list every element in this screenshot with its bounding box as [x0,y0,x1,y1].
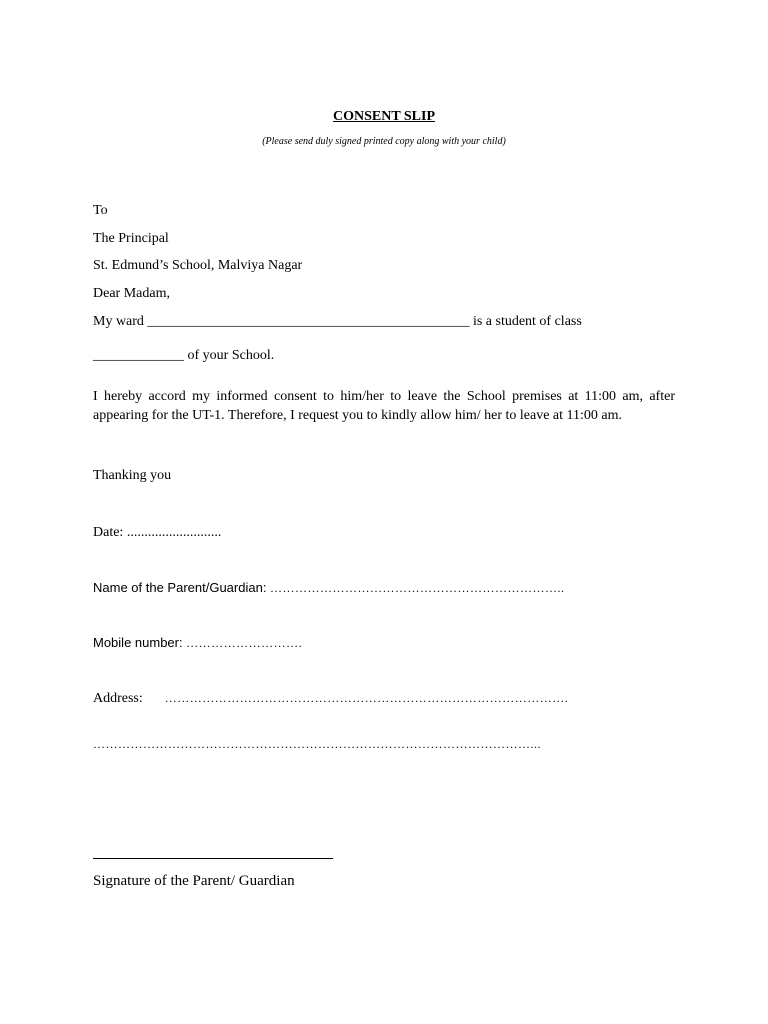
ward-line-2 [93,347,274,365]
salutation-line: Dear Madam, [93,286,170,301]
page-title: CONSENT SLIP [332,109,436,124]
parent-name-dots: …………………………………………………………….. [269,581,565,595]
date-label: Date: [93,525,124,540]
to-line: To [93,203,108,218]
date-dots: ........................... [126,525,222,540]
ward-prefix: My ward [93,314,144,329]
closing-line: Thanking you [93,468,172,483]
ward-line-1 [93,313,582,331]
mobile-label: Mobile number: [93,635,183,650]
date-field [93,524,221,542]
class-suffix: of your School. [187,348,275,363]
address-line-2 [93,735,541,754]
school-line: St. Edmund’s School, Malviya Nagar [93,258,303,273]
signature-rule [93,858,333,859]
ward-name-blank: ______________________________________________ [147,314,470,329]
address-label: Address: [93,691,143,706]
address-dots-2: ……………………………………………………………………………………………... [93,737,541,751]
address-field [93,689,568,708]
address-dots-1: ……………………………………………………………………………………. [164,691,569,705]
recipient-line: The Principal [93,231,169,246]
mobile-field [93,634,302,653]
page-subtitle: (Please send duly signed printed copy along with your child) [262,136,506,147]
signature-label: Signature of the Parent/ Guardian [93,873,295,889]
parent-name-field [93,579,564,598]
class-blank: _____________ [93,348,184,363]
consent-paragraph: I hereby accord my informed consent to him/her to leave the School premises at 11:00 am, after appearing for the UT-1. Therefore, I request you to kindly allow him/ her to leave at 11:00 am. [93,389,675,423]
ward-class-prefix: is a student of class [472,314,582,329]
parent-name-label: Name of the Parent/Guardian: [93,580,267,595]
mobile-dots: ………………………. [186,636,303,650]
